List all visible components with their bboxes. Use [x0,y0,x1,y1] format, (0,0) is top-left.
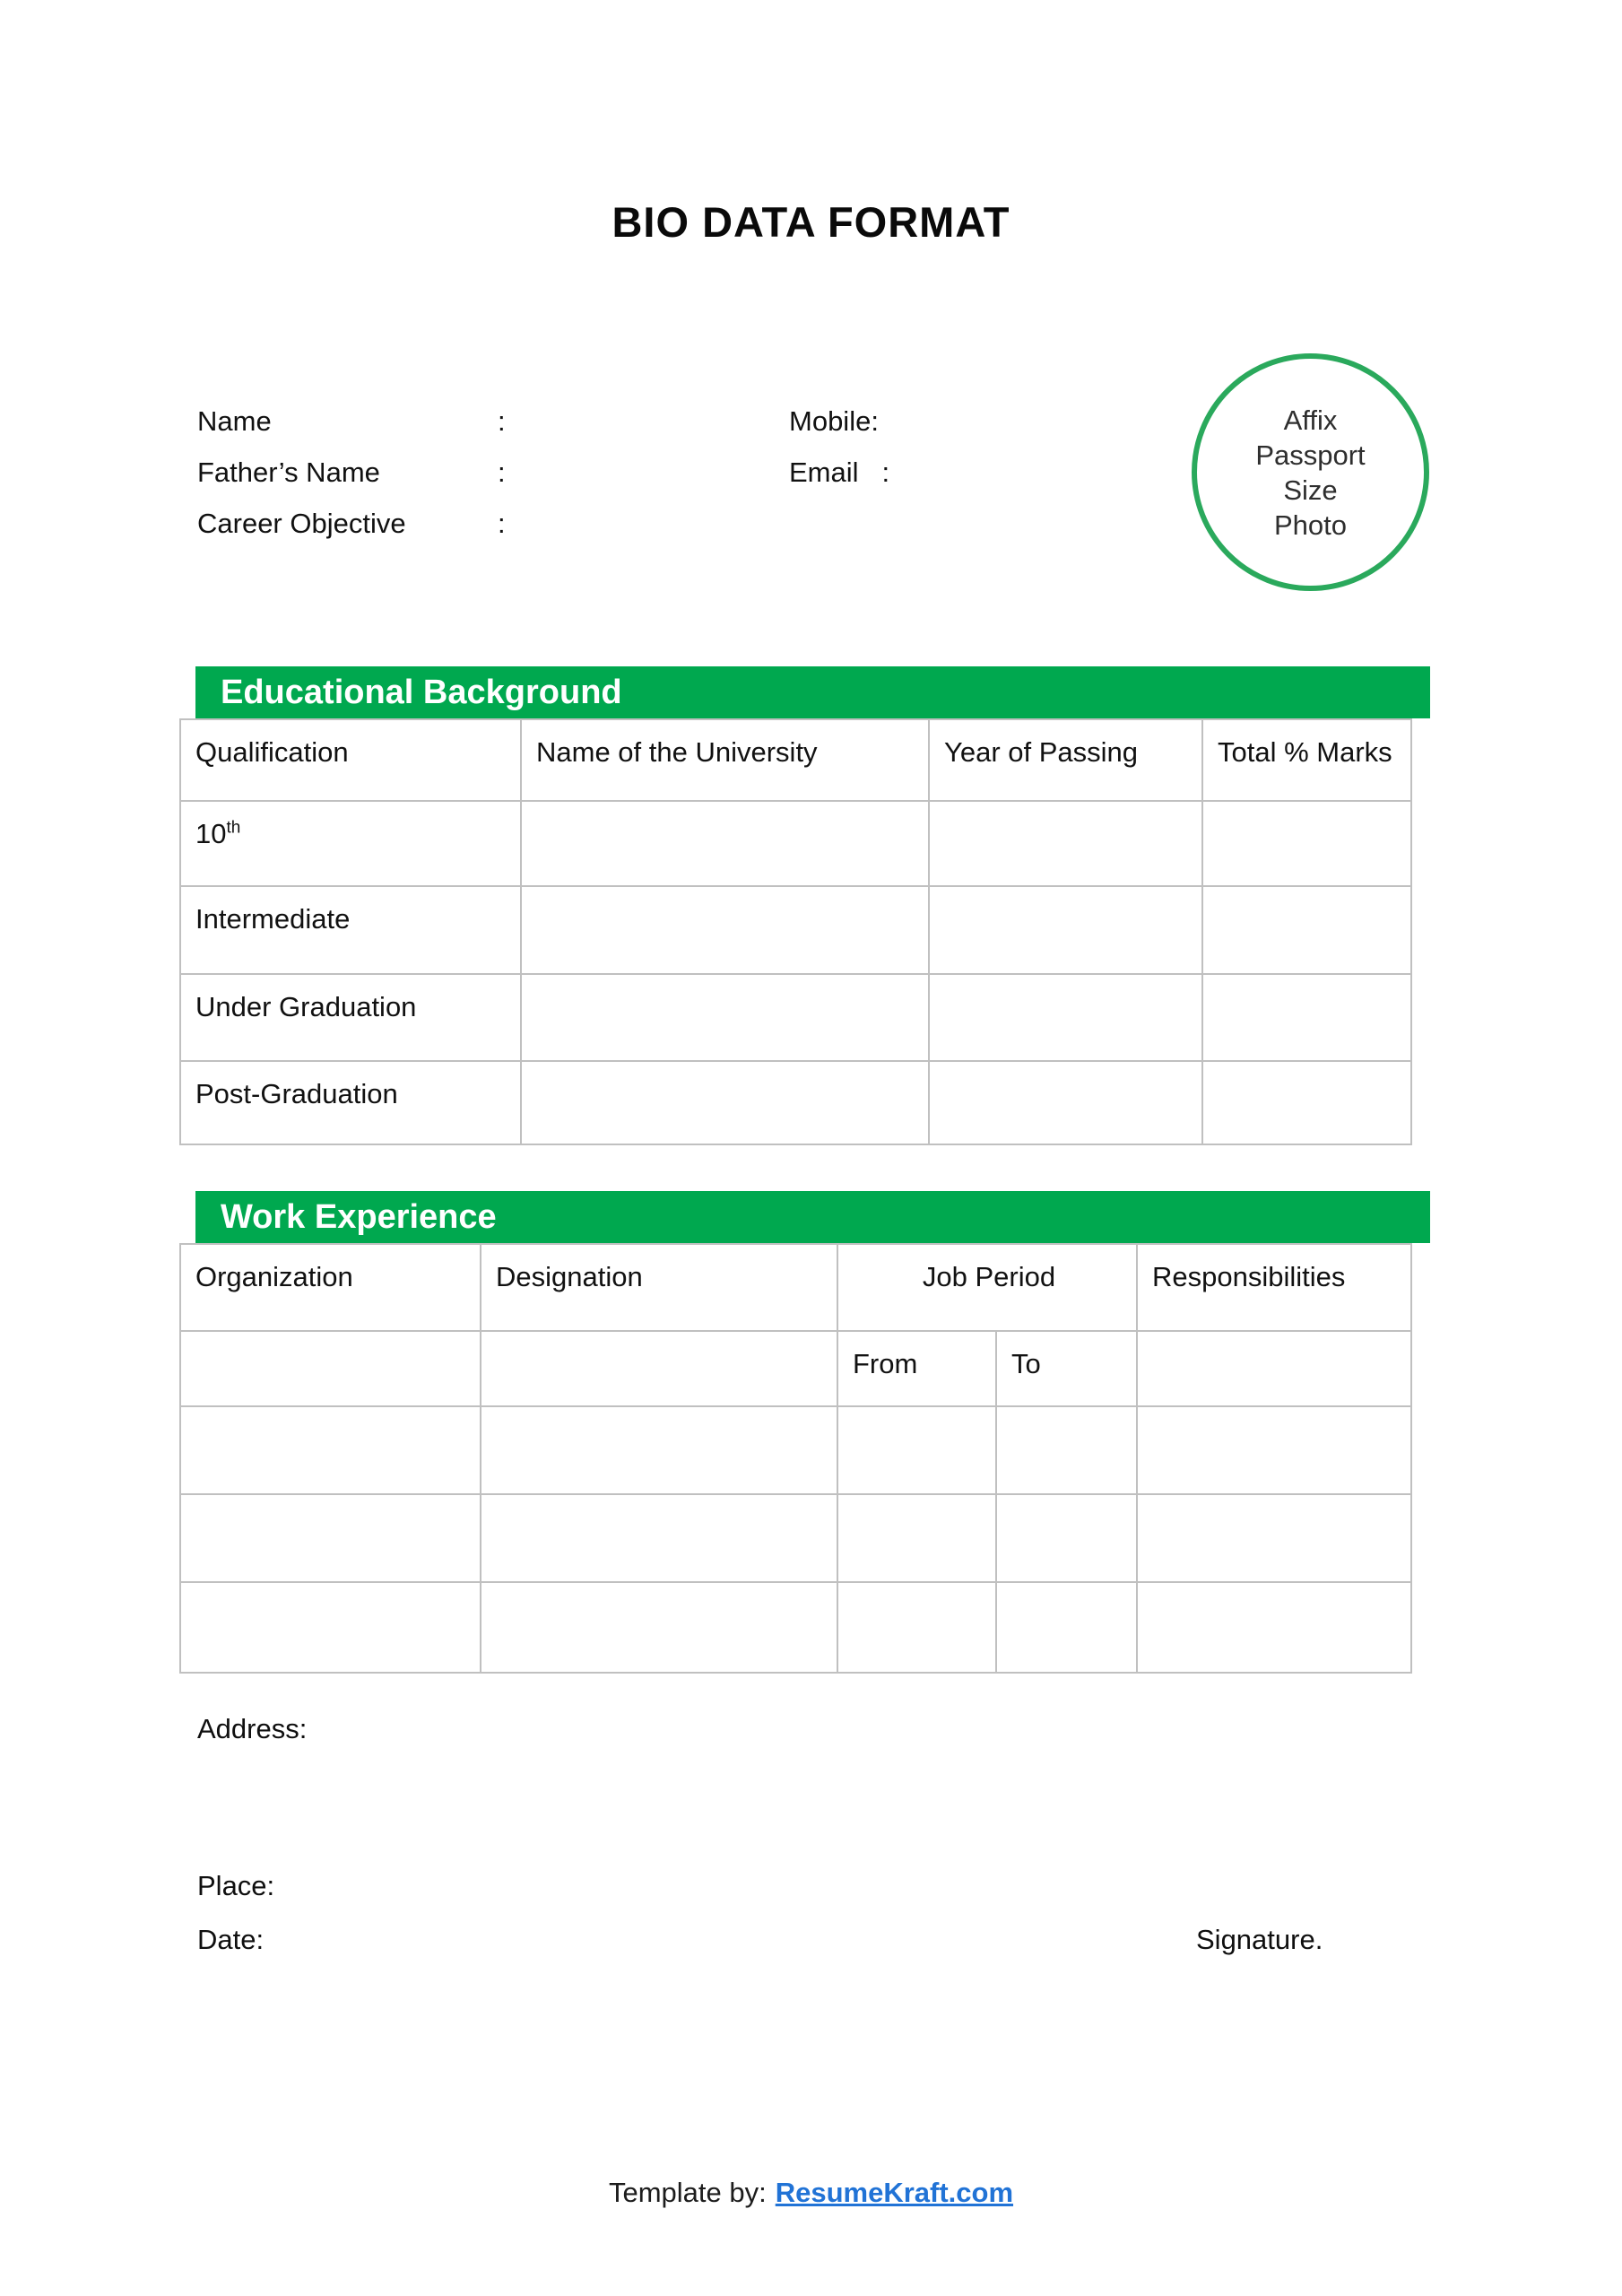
photo-line-3: Size [1283,474,1338,506]
fathers-name-row [197,457,506,508]
work-header-row [180,1244,1411,1331]
work-section-header: Work Experience [195,1191,1430,1243]
work-empty-row [180,1582,1411,1673]
edu-cell-marks-empty [1202,886,1411,974]
work-cell-responsibilities-empty [1137,1331,1411,1406]
photo-line-4: Photo [1273,509,1347,541]
work-cell-to-empty [996,1582,1137,1673]
edu-col-marks: Total % Marks [1202,719,1411,801]
qualification-text: Intermediate [195,903,351,935]
signature-label: Signature. [1196,1924,1323,1955]
qualification-text: 10 [195,818,227,849]
education-row-post-graduation [180,1061,1411,1144]
name-row [197,405,506,457]
edu-cell-university-empty [521,1061,929,1144]
career-objective-label: Career Objective [197,508,406,539]
edu-cell-year-empty [929,1061,1202,1144]
education-section-header: Educational Background [195,666,1430,718]
address-label: Address: [197,1713,308,1744]
edu-cell-year-empty [929,886,1202,974]
edu-cell-university-empty [521,886,929,974]
email-colon: : [881,457,890,488]
name-label: Name [197,405,272,437]
mobile-label: Mobile: [789,405,879,437]
edu-cell-qualification [180,1061,521,1144]
email-row [789,457,889,508]
contact-block [789,405,889,508]
career-objective-colon: : [498,508,506,539]
edu-cell-qualification [180,886,521,974]
education-row-under-graduation [180,974,1411,1061]
work-col-responsibilities: Responsibilities [1137,1244,1411,1331]
edu-cell-qualification [180,801,521,886]
name-colon: : [498,405,506,437]
work-cell-organization-empty [180,1406,481,1494]
work-cell-responsibilities-empty [1137,1406,1411,1494]
work-experience-table [179,1243,1412,1674]
work-col-designation: Designation [481,1244,837,1331]
identity-block [197,405,506,559]
edu-col-year: Year of Passing [929,719,1202,801]
work-cell-to-empty [996,1494,1137,1582]
place-label: Place: [197,1870,275,1901]
edu-cell-marks-empty [1202,801,1411,886]
edu-cell-marks-empty [1202,1061,1411,1144]
document-title: BIO DATA FORMAT [612,198,1010,246]
fathers-name-colon: : [498,457,506,488]
work-cell-to-empty [996,1406,1137,1494]
work-cell-designation-empty [481,1582,837,1673]
mobile-row [789,405,889,457]
template-credit [0,2177,1622,2209]
work-cell-responsibilities-empty [1137,1582,1411,1673]
edu-cell-qualification [180,974,521,1061]
fathers-name-label: Father’s Name [197,457,380,488]
edu-cell-year-empty [929,801,1202,886]
work-col-organization: Organization [180,1244,481,1331]
work-cell-designation-empty [481,1406,837,1494]
education-row-intermediate [180,886,1411,974]
work-empty-row [180,1494,1411,1582]
credit-prefix: Template by: [608,2177,767,2208]
work-cell-organization-empty [180,1582,481,1673]
work-subcol-to: To [996,1331,1137,1406]
email-label: Email [789,457,859,488]
work-subcol-from: From [837,1331,996,1406]
work-cell-organization-empty [180,1494,481,1582]
edu-cell-university-empty [521,974,929,1061]
date-label: Date: [197,1924,265,1955]
edu-cell-university-empty [521,801,929,886]
work-cell-from-empty [837,1494,996,1582]
photo-line-1: Affix [1283,404,1338,436]
passport-photo-placeholder [1192,353,1429,591]
work-empty-row [180,1406,1411,1494]
work-cell-from-empty [837,1406,996,1494]
work-col-job-period: Job Period [837,1244,1137,1331]
qualification-text: Under Graduation [195,991,417,1022]
qualification-text: Post-Graduation [195,1078,398,1109]
edu-cell-marks-empty [1202,974,1411,1061]
edu-cell-year-empty [929,974,1202,1061]
career-objective-row [197,508,506,559]
work-cell-designation-empty [481,1331,837,1406]
edu-col-qualification: Qualification [180,719,521,801]
education-row-10th [180,801,1411,886]
resumekraft-link[interactable]: ResumeKraft.com [775,2177,1014,2208]
photo-line-2: Passport [1255,439,1366,471]
work-cell-responsibilities-empty [1137,1494,1411,1582]
work-cell-designation-empty [481,1494,837,1582]
work-subheader-row [180,1331,1411,1406]
education-header-row [180,719,1411,801]
work-cell-organization-empty [180,1331,481,1406]
work-cell-from-empty [837,1582,996,1673]
qualification-ordinal: th [226,818,241,838]
edu-col-university: Name of the University [521,719,929,801]
education-table [179,718,1412,1145]
